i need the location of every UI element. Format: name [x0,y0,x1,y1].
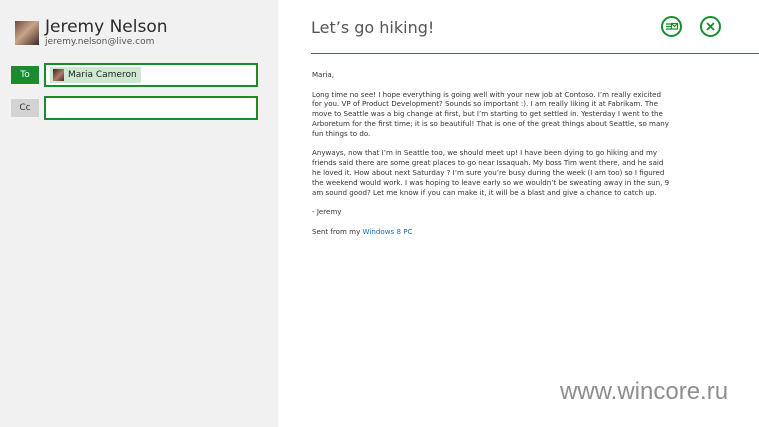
to-label-button[interactable]: To [11,66,39,84]
recipient-avatar [53,69,64,81]
body-greeting: Maria, [312,70,334,79]
send-mail-icon [663,18,680,35]
message-body[interactable] [312,70,672,246]
to-field[interactable] [44,63,258,87]
recipient-chip[interactable] [50,67,141,83]
sender-name: Jeremy Nelson [45,17,168,37]
watermark: www.wincore.ru [560,378,729,405]
recipient-name: Maria Cameron [68,70,137,80]
compose-sidebar [0,0,278,427]
signature-prefix: Sent from my [312,226,363,236]
body-signoff: - Jeremy [312,207,342,217]
close-icon [702,18,719,35]
cc-field[interactable] [44,96,258,120]
subject-line[interactable]: Let’s go hiking! [311,18,435,37]
cc-label-button[interactable]: Cc [11,99,39,117]
discard-button[interactable] [700,16,721,37]
send-button[interactable] [661,16,682,37]
signature-link[interactable]: Windows 8 PC [362,226,413,236]
sender-avatar [15,21,39,45]
body-paragraph: Long time no see! I hope everything is going well with your new job at Contoso. I’m really exicited for you. VP of Product Development? Sounds so important :). I am really liking it at Fabrikam. The move to Seattle was a big change at first, but I’m starting to get settled in. Yesterday I went to the Arboretum for the first time; it is so beautiful! That is one of the great things about Seattle, so many fun things to do. [312,89,669,138]
sender-email: jeremy.nelson@live.com [45,37,155,47]
body-paragraph: Anyways, now that I’m in Seattle too, we should meet up! I have been dying to go hiking and my friends said there are some great places to go near Issaquah. My boss Tim went there, and he said he loved it. How about next Saturday ? I’m sure you’re busy during the week (I am too) so I figured the weekend would work. I was hoping to leave early so we wouldn’t be sweating away in the sun, 9 am sound good? Let me know if you can make it, it will be a blast and give a chance to catch up. [312,148,670,197]
subject-divider [311,53,759,54]
body-signature [312,227,672,237]
